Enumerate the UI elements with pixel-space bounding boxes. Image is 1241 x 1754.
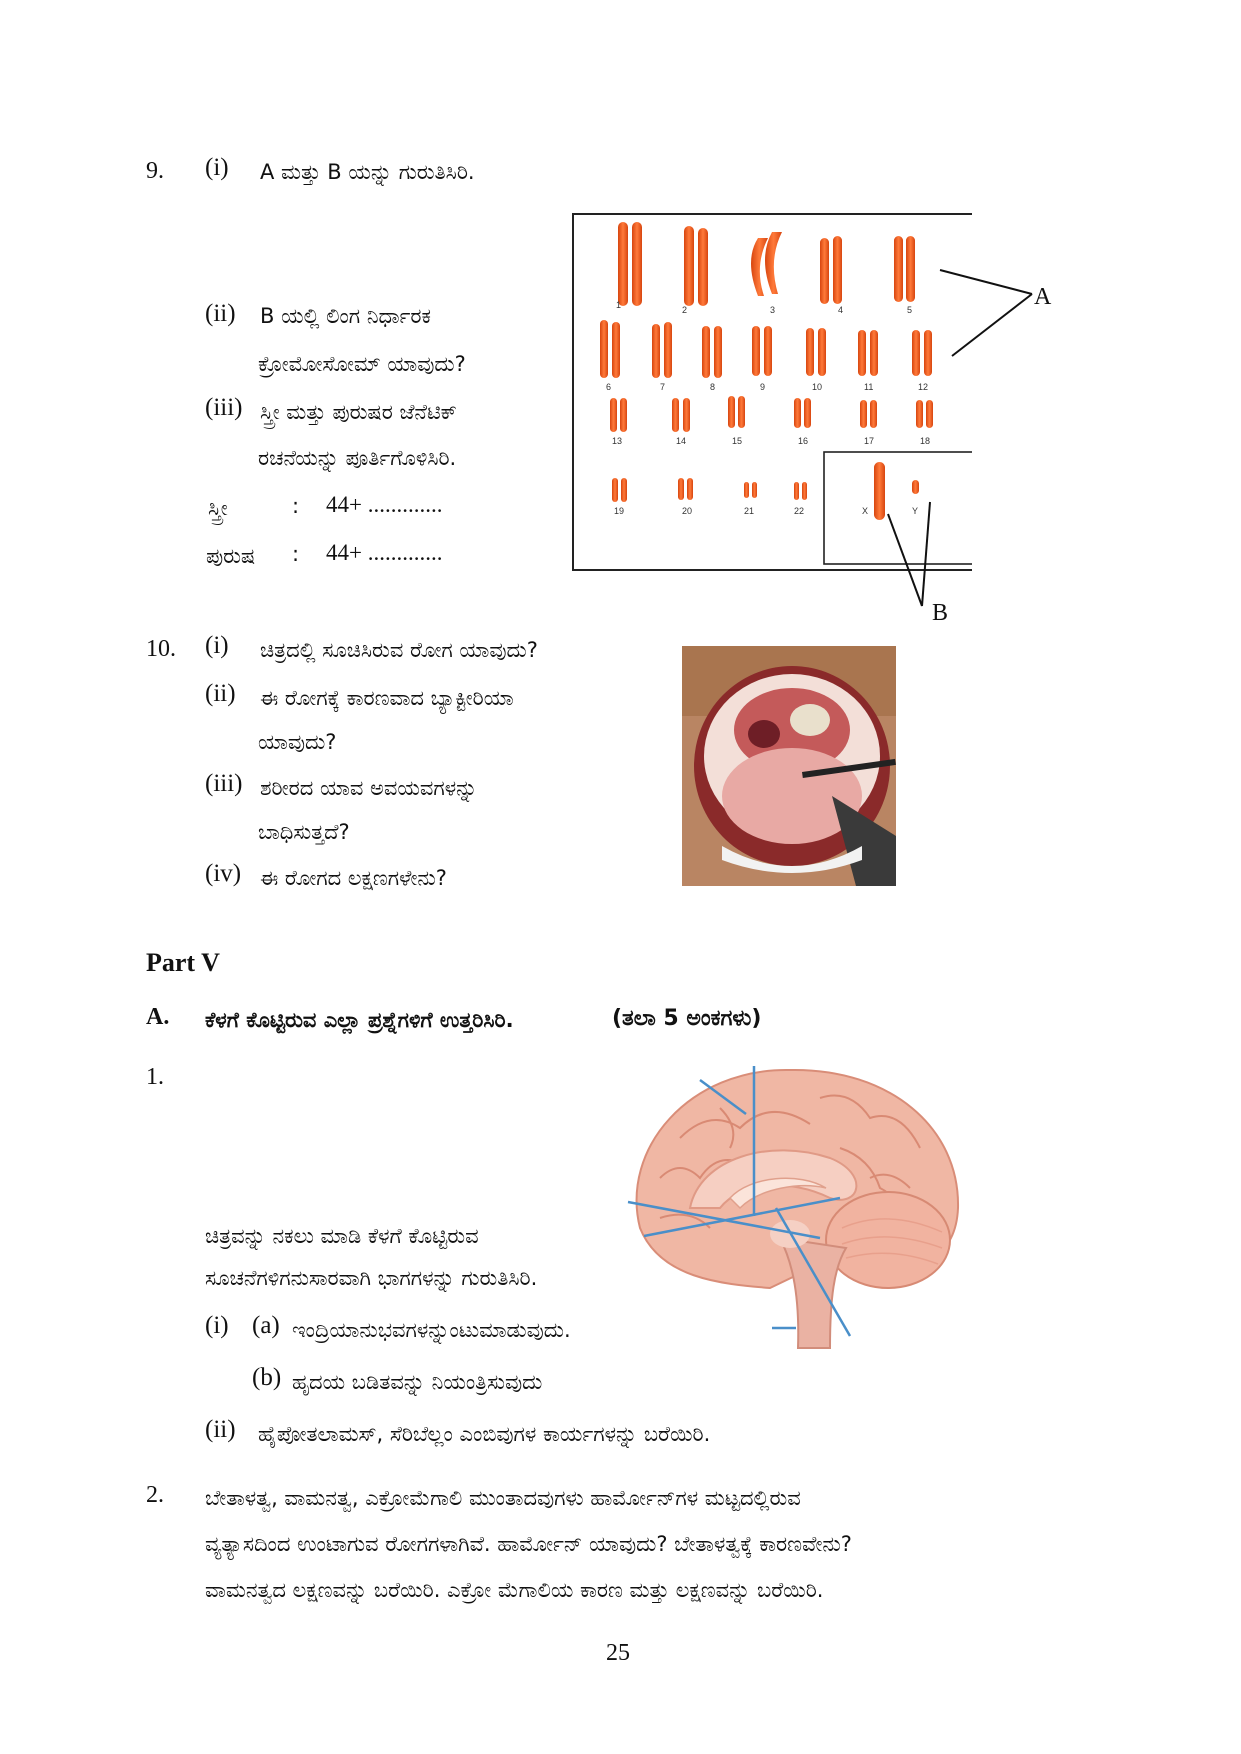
throat-photo [682,646,896,886]
q9-i-text: A ಮತ್ತು B ಯನ್ನು ಗುರುತಿಸಿರಿ. [260,160,475,184]
q10-iv-text: ಈ ರೋಗದ ಲಕ್ಷಣಗಳೇನು? [260,866,447,890]
q9-iii-text-2: ರಚನೆಯನ್ನು ಪೂರ್ತಿಗೊಳಿಸಿರಿ. [258,446,457,470]
q10-ii-text-2: ಯಾವುದು? [258,730,337,754]
chr-label-22: 22 [794,506,805,516]
chr-label-2: 2 [682,305,688,315]
label-b: B [932,600,949,626]
pointer-lines [0,0,1241,700]
female-colon: : [292,494,300,518]
q1-b-text: ಹೃದಯ ಬಡಿತವನ್ನು ನಿಯಂತ್ರಿಸುವುದು [292,1370,543,1394]
chr-label-6: 6 [606,382,612,392]
chr-label-16: 16 [798,436,809,446]
chr-label-10: 10 [812,382,823,392]
q1-b-mark: (b) [252,1364,282,1391]
q10-iii-text-1: ಶರೀರದ ಯಾವ ಅವಯವಗಳನ್ನು [260,776,478,800]
male-label: ಪುರುಷ [206,544,256,568]
chr-label-11: 11 [864,382,874,392]
male-value: 44+ ............. [326,540,443,565]
q9-number: 9. [146,158,164,184]
chr-label-3: 3 [770,305,776,315]
brain-figure [620,1058,970,1358]
chr-label-17: 17 [864,436,875,446]
q2-line-2: ವ್ಯತ್ಯಾಸದಿಂದ ಉಂಟಾಗುವ ರೋಗಗಳಾಗಿವೆ. ಹಾರ್ಮೋನ್ ಯಾವುದು? ಬೇತಾಳತ್ವಕ್ಕೆ ಕಾರಣವೇನು? [205,1532,852,1556]
male-colon: : [292,542,300,566]
q10-iii-mark: (iii) [205,770,243,797]
female-value: 44+ ............. [326,492,443,517]
q1-a-mark: (a) [252,1312,280,1339]
part-a-text: ಕೆಳಗೆ ಕೊಟ್ಟಿರುವ ಎಲ್ಲಾ ಪ್ರಶ್ನೆಗಳಿಗೆ ಉತ್ತರಿಸಿರಿ. [205,1008,514,1032]
chr-label-15: 15 [732,436,743,446]
chr-label-7: 7 [660,382,666,392]
chr-label-9: 9 [760,382,766,392]
q2-line-1: ಬೇತಾಳತ್ವ, ವಾಮನತ್ವ, ಎಕ್ರೋಮೆಗಾಲಿ ಮುಂತಾದವುಗಳು ಹಾರ್ಮೋನ್‌ಗಳ ಮಟ್ಟದಲ್ಲಿರುವ [205,1486,801,1510]
q1-a-text: ಇಂದ್ರಿಯಾನುಭವಗಳನ್ನುಂಟುಮಾಡುವುದು. [292,1318,571,1342]
label-a: A [1034,284,1052,310]
part-a-mark: A. [146,1004,170,1030]
part-a-marks: (ತಲಾ 5 ಅಂಕಗಳು) [612,1006,762,1031]
q10-ii-mark: (ii) [205,680,236,707]
q1-instruction-1: ಚಿತ್ರವನ್ನು ನಕಲು ಮಾಡಿ ಕೆಳಗೆ ಕೊಟ್ಟಿರುವ [205,1224,479,1248]
q10-i-mark: (i) [205,632,229,659]
chr-label-21: 21 [744,506,755,516]
q1-number: 1. [146,1064,164,1090]
chr-label-y: Y [912,506,919,516]
chr-label-14: 14 [676,436,687,446]
chr-label-5: 5 [907,305,913,315]
part-heading: Part V [146,948,220,977]
q10-ii-text-1: ಈ ರೋಗಕ್ಕೆ ಕಾರಣವಾದ ಬ್ಯಾಕ್ಟೀರಿಯಾ [260,686,514,710]
q9-i-mark: (i) [205,154,229,181]
q9-iii-text-1: ಸ್ತ್ರೀ ಮತ್ತು ಪುರುಷರ ಜೆನೆಟಿಕ್ [260,400,457,424]
q1-instruction-2: ಸೂಚನೆಗಳಿಗನುಸಾರವಾಗಿ ಭಾಗಗಳನ್ನು ಗುರುತಿಸಿರಿ. [205,1266,538,1290]
q9-ii-text-1: B ಯಲ್ಲಿ ಲಿಂಗ ನಿರ್ಧಾರಕ [260,304,431,328]
q2-line-3: ವಾಮನತ್ವದ ಲಕ್ಷಣವನ್ನು ಬರೆಯಿರಿ. ಎಕ್ರೋ ಮೆಗಾಲಿಯ ಕಾರಣ ಮತ್ತು ಲಕ್ಷಣವನ್ನು ಬರೆಯಿರಿ. [205,1578,824,1602]
q1-ii-text: ಹೈಪೋತಲಾಮಸ್, ಸೆರಿಬೆಲ್ಲಂ ಎಂಬಿವುಗಳ ಕಾರ್ಯಗಳನ್ನು ಬರೆಯಿರಿ. [258,1422,711,1446]
q9-iii-mark: (iii) [205,394,243,421]
female-label: ಸ್ತ್ರೀ [208,496,228,520]
q2-number: 2. [146,1482,164,1508]
q1-i-mark: (i) [205,1312,229,1339]
q9-ii-mark: (ii) [205,300,236,327]
q1-ii-mark: (ii) [205,1416,236,1443]
chr-label-4: 4 [838,305,844,315]
q9-ii-text-2: ಕ್ರೋಮೋಸೋಮ್ ಯಾವುದು? [258,352,466,376]
q10-i-text: ಚಿತ್ರದಲ್ಲಿ ಸೂಚಿಸಿರುವ ರೋಗ ಯಾವುದು? [260,638,538,662]
page-number: 25 [606,1640,630,1666]
q10-number: 10. [146,636,176,662]
chr-label-20: 20 [682,506,693,516]
chr-label-8: 8 [710,382,716,392]
q10-iv-mark: (iv) [205,860,242,887]
chr-label-1: 1 [616,300,622,310]
chr-label-18: 18 [920,436,931,446]
chr-label-x: X [862,506,869,516]
q10-iii-text-2: ಬಾಧಿಸುತ್ತದೆ? [258,820,350,844]
chr-label-19: 19 [614,506,625,516]
chr-label-12: 12 [918,382,929,392]
chr-label-13: 13 [612,436,623,446]
